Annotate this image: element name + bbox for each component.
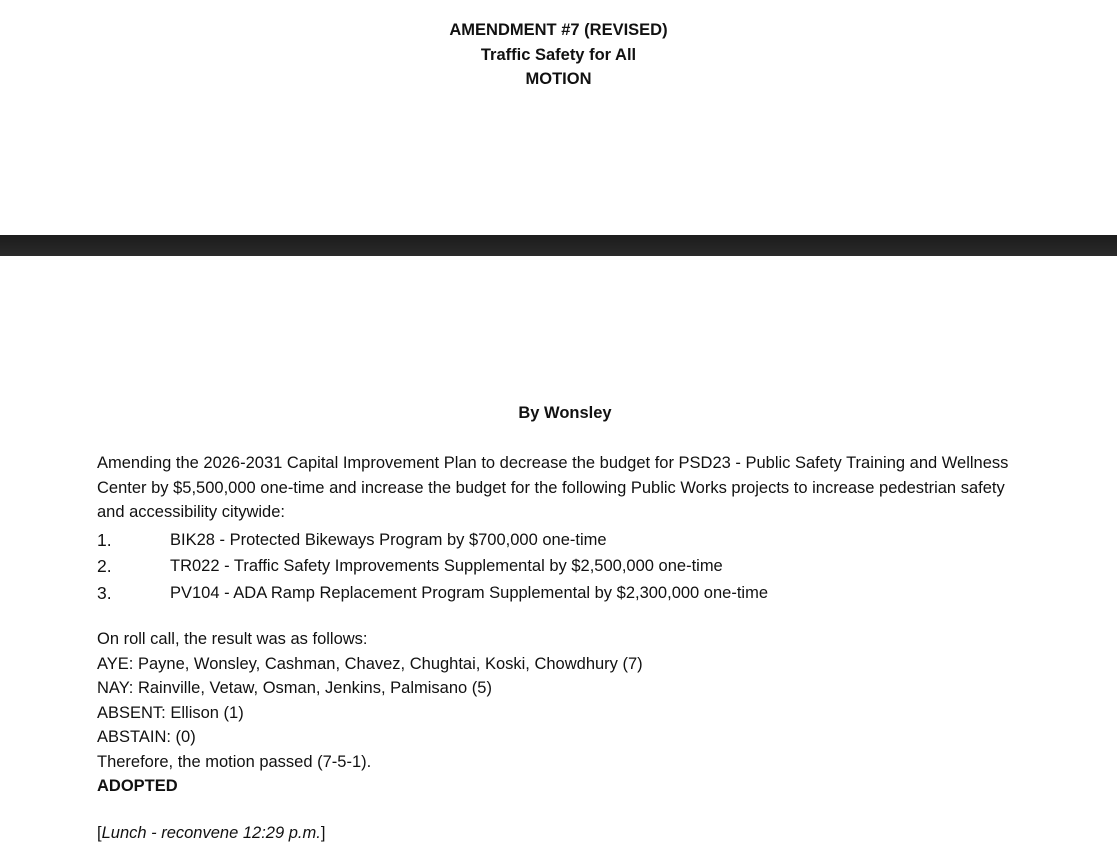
list-item [97, 527, 1027, 554]
divider-bar [0, 235, 1117, 256]
amendment-body [97, 451, 1027, 606]
note-text: Lunch - reconvene 12:29 p.m. [101, 824, 321, 842]
vote-result: ADOPTED [97, 777, 178, 795]
vote-aye: AYE: Payne, Wonsley, Cashman, Chavez, Chughtai, Koski, Chowdhury (7) [97, 654, 643, 673]
project-list [97, 527, 1027, 607]
note-close-bracket: ] [320, 824, 326, 842]
amendment-intro: Amending the 2026-2031 Capital Improvement Plan to decrease the budget for PSD23 - Public Safety Training and Wellness Center by $5,500,000 one-time and increase the budget for the following Public Works projects to increase pedestrian safety and accessibility citywide: [97, 454, 1009, 521]
note-open-bracket: [ [97, 824, 102, 842]
vote-nay: NAY: Rainville, Vetaw, Osman, Jenkins, Palmisano (5) [97, 679, 492, 697]
amendment-header [0, 18, 1117, 92]
sponsor-line: By Wonsley [518, 404, 612, 422]
amendment-type: MOTION [525, 70, 592, 88]
list-item-number: 2. [97, 556, 112, 576]
list-item-text: TR022 - Traffic Safety Improvements Supplemental by $2,500,000 one-time [170, 557, 723, 575]
list-item-number: 1. [97, 529, 112, 550]
vote-absent: ABSENT: Ellison (1) [97, 703, 244, 722]
list-item [97, 580, 1027, 607]
amendment-number: AMENDMENT #7 (REVISED) [449, 21, 668, 39]
list-item-text: PV104 - ADA Ramp Replacement Program Supplemental by $2,300,000 one-time [170, 583, 769, 602]
amendment-title: Traffic Safety for All [480, 45, 637, 64]
vote-outcome: Therefore, the motion passed (7-5-1). [97, 752, 372, 771]
roll-call-intro: On roll call, the result was as follows: [97, 630, 368, 648]
list-item-text: BIK28 - Protected Bikeways Program by $700,000 one-time [170, 530, 607, 549]
roll-call [97, 627, 1027, 799]
vote-abstain: ABSTAIN: (0) [97, 728, 196, 746]
list-item-number: 3. [97, 582, 112, 603]
list-item [97, 553, 1027, 580]
session-note [97, 821, 325, 845]
